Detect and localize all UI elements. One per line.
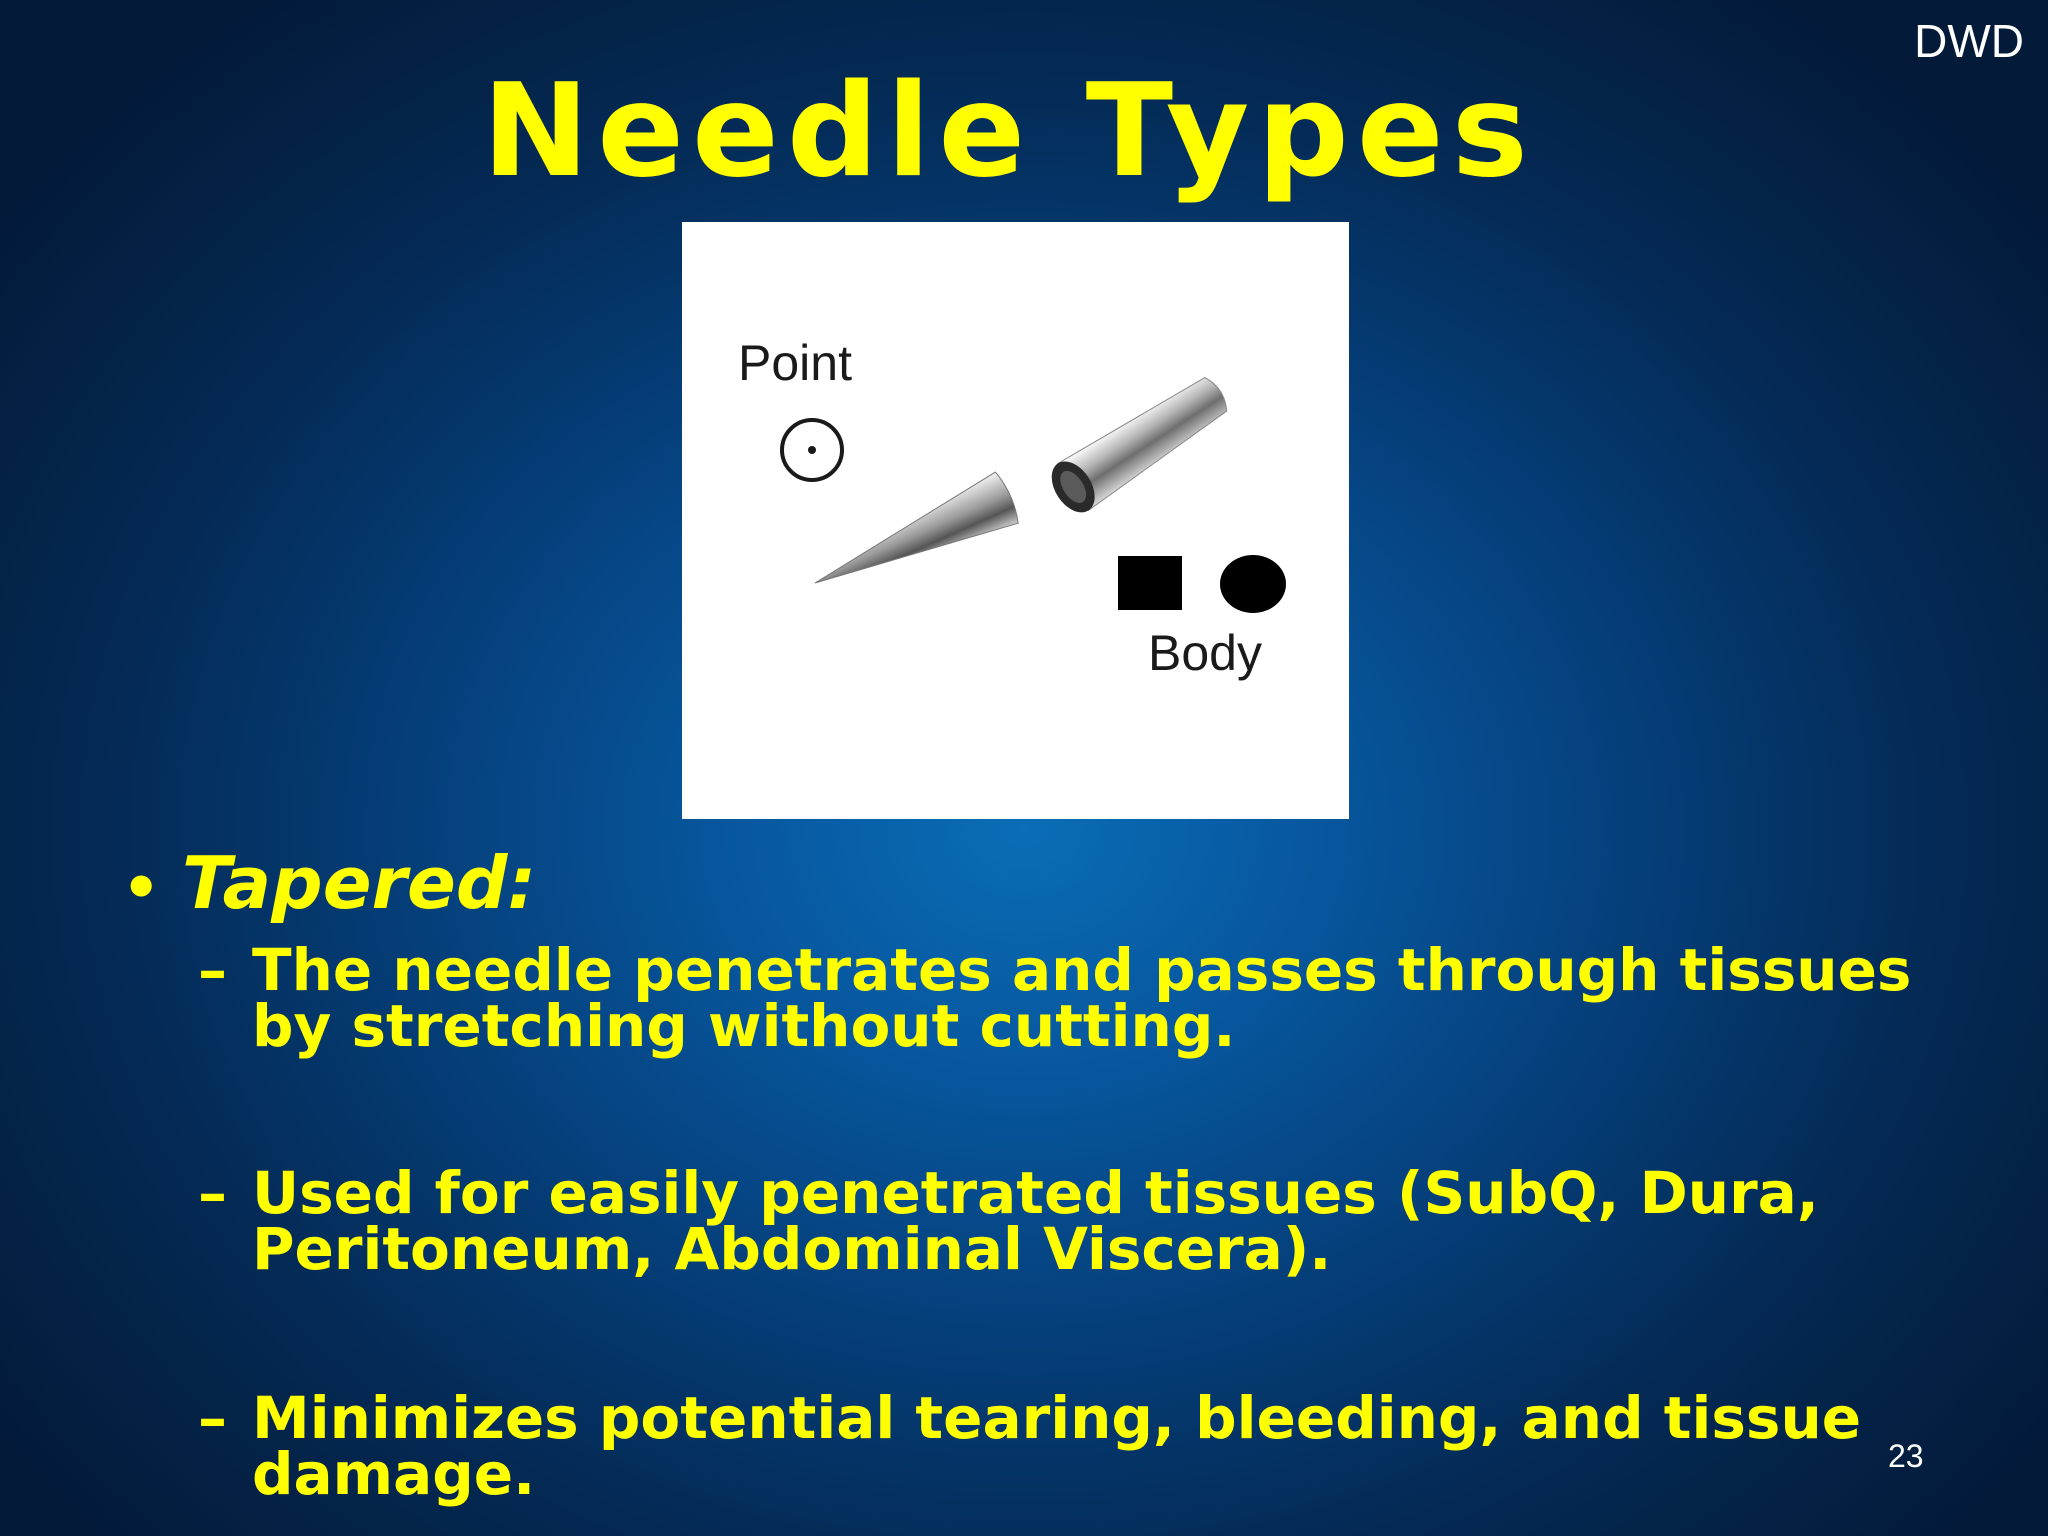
- subpoint-text: The needle penetrates and passes through tissues by stretching without cutting.: [252, 936, 1912, 1060]
- needle-figure: [682, 222, 1349, 819]
- bullet-marker: •: [122, 853, 161, 923]
- subpoint-2: [198, 1159, 1918, 1283]
- slide-title: Needle Types: [482, 57, 1536, 206]
- corner-tag: DWD: [1914, 15, 2024, 67]
- dash-marker: –: [198, 1159, 227, 1227]
- subpoint-text: Minimizes potential tearing, bleeding, and tissue damage.: [252, 1384, 1862, 1508]
- subpoint-3: [198, 1384, 1918, 1508]
- filled-circle-icon: [1220, 555, 1286, 613]
- subpoint-text: Used for easily penetrated tissues (SubQ, Dura, Peritoneum, Abdominal Viscera).: [252, 1159, 1819, 1283]
- needle-body: [1043, 368, 1236, 520]
- bullet-tapered: [122, 841, 537, 925]
- bullet-text: Tapered:: [182, 841, 537, 925]
- filled-square-icon: [1118, 556, 1182, 610]
- needle-tip: [804, 470, 1022, 608]
- dash-marker: –: [198, 1384, 227, 1452]
- page-number: 23: [1888, 1438, 1924, 1474]
- dash-marker: –: [198, 936, 227, 1004]
- point-label: Point: [738, 335, 852, 391]
- needle-illustration: [682, 222, 1349, 819]
- body-label: Body: [1148, 625, 1262, 681]
- circle-dot-icon: [782, 420, 842, 480]
- subpoint-1: [198, 936, 1918, 1060]
